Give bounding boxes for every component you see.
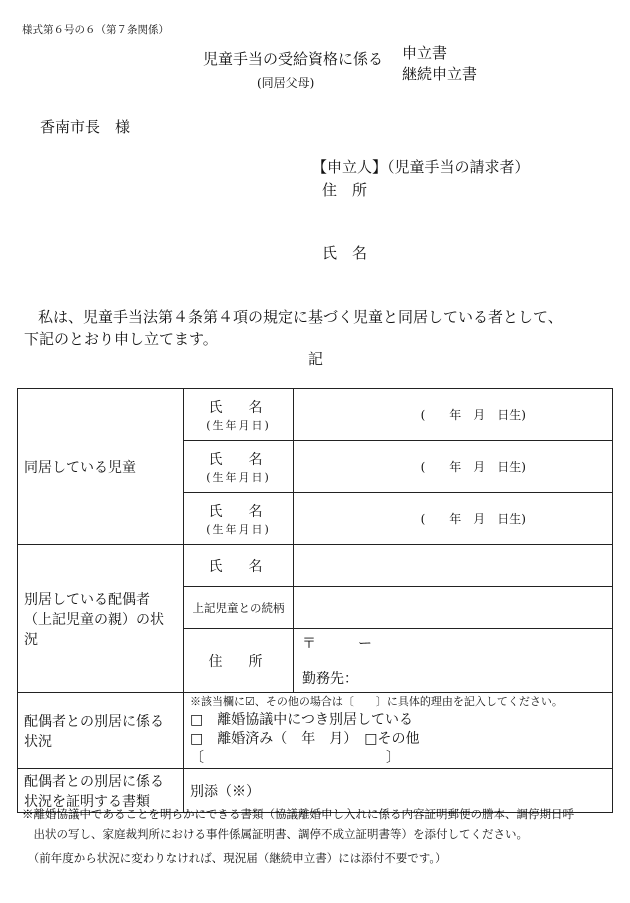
relation-entry[interactable] [294,587,613,629]
declaration-line-2: 下記のとおり申し立てます。 [24,330,218,348]
spouse-status-label-1: 別居している配偶者 [24,591,150,608]
separation-status-label: 配偶者との別居に係る状況 [18,693,184,769]
spouse-status-label-2: （上記児童の親）の状況 [24,611,164,648]
spouse-name-entry[interactable] [294,545,613,587]
child-3-name-label [184,493,294,545]
child-1-entry[interactable] [294,389,613,441]
applicant-name-label: 氏 名 [322,244,368,262]
separation-note: ※該当欄に☑、その他の場合は〔 〕に具体的理由を記入してください。 [190,695,563,708]
separation-status-options [184,693,613,769]
child-2-entry[interactable] [294,441,613,493]
proof-label-2: 状況を証明する書類 [24,793,150,810]
child-2-name-label [184,441,294,493]
proof-label-1: 配偶者との別居に係る [24,773,164,790]
child-1-name-label [184,389,294,441]
child-2-name-label-text: 氏 名 [208,451,269,468]
workplace-label: 勤務先： [302,671,358,687]
child-1-birth-format: ( 年 月 日生) [420,408,526,422]
form-subtitle: (同居父母) [257,76,315,90]
title-option-application: 申立書 [402,44,448,62]
proof-document-value: 別添（※） [184,769,613,813]
child-3-entry[interactable] [294,493,613,545]
applicant-address-label: 住 所 [322,181,368,199]
title-option-continuation: 継続申立書 [402,65,478,83]
spouse-status-label [18,545,184,693]
form-title: 児童手当の受給資格に係る [203,50,384,68]
form-reference: 様式第６号の６（第７条関係） [22,24,169,36]
child-3-birth-format: ( 年 月 日生) [420,512,526,526]
ki-heading: 記 [308,350,324,368]
footnote-line-1: ※離婚協議中であることを明らかにできる書類（協議離婚申し入れに係る内容証明郵便の謄本、調停期日呼 [22,807,574,821]
child-1-dob-label: (生年月日) [206,418,271,432]
addressee: 香南市長 様 [40,118,131,136]
application-table [17,388,613,813]
zip-mark: 〒 ー [302,636,372,652]
spouse-address-entry[interactable] [294,629,613,693]
spouse-address-label: 住 所 [184,629,294,693]
declaration-line-1: 私は、児童手当法第４条第４項の規定に基づく児童と同居している者として、 [38,308,563,326]
relation-label: 上記児童との続柄 [184,587,294,629]
footnote-line-2: 出状の写し、家庭裁判所における事件係属証明書、調停不成立証明書等）を添付してください。 [22,827,528,841]
child-3-dob-label: (生年月日) [206,522,271,536]
option-divorced-other[interactable]: □ 離婚済み（ 年 月） □その他〔 〕 [190,731,420,766]
spouse-name-label: 氏 名 [184,545,294,587]
option-divorce-negotiation[interactable]: □ 離婚協議中につき別居している [190,712,413,728]
children-label: 同居している児童 [18,389,184,545]
child-2-birth-format: ( 年 月 日生) [420,460,526,474]
child-2-dob-label: (生年月日) [206,470,271,484]
footnote-line-3: （前年度から状況に変わりなければ、現況届（継続申立書）には添付不要です。） [22,851,447,865]
applicant-heading: 【申立人】（児童手当の請求者） [312,158,530,176]
child-1-name-label-text: 氏 名 [208,399,269,416]
child-3-name-label-text: 氏 名 [208,503,269,520]
